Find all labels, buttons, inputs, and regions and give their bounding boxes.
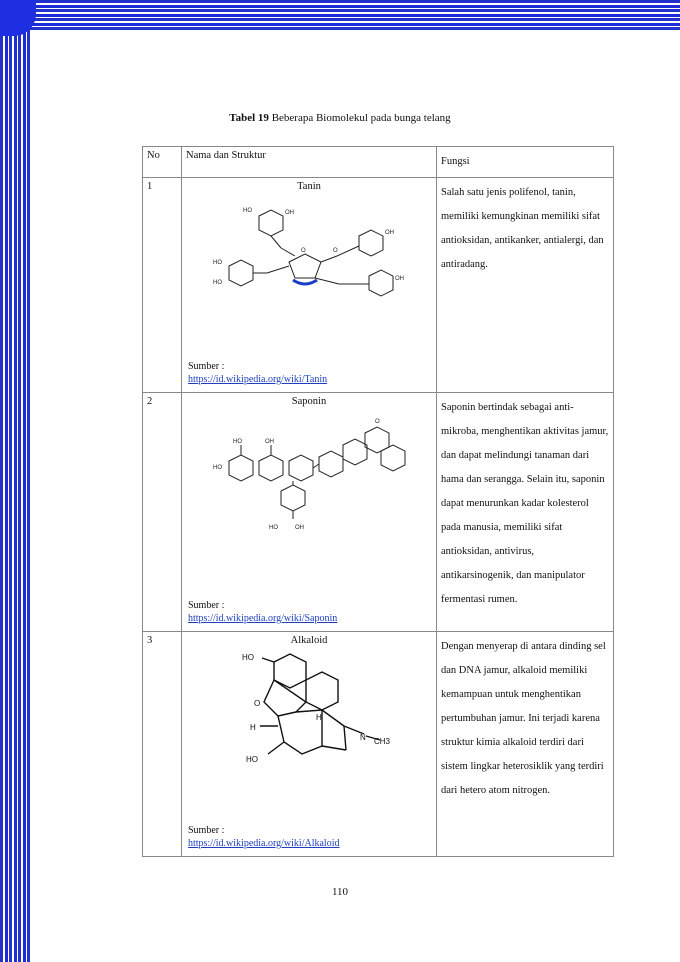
header-name: Nama dan Struktur bbox=[182, 147, 437, 178]
top-border-decoration bbox=[0, 0, 680, 30]
label-o: O bbox=[375, 419, 380, 425]
label-oh: OH bbox=[265, 439, 274, 445]
row-name-cell bbox=[182, 632, 437, 857]
label-oh: OH bbox=[295, 525, 304, 531]
label-h: H bbox=[250, 723, 256, 732]
tannin-structure-image bbox=[209, 196, 409, 306]
label-o: O bbox=[301, 248, 306, 254]
label-ho: HO bbox=[243, 208, 252, 214]
row-number: 2 bbox=[143, 393, 182, 632]
row-function: Saponin bertindak sebagai anti-mikroba, menghentikan aktivitas jamur, dan dapat melindungi tanaman dari hama dan serangga. Selain itu, saponin dapat menurunkan kadar kolesterol pada manusia, memiliki sifat antioksidan, antivirus, antikarsinogenik, dan manipulator fermentasi rumen. bbox=[437, 393, 614, 632]
source-link[interactable]: https://id.wikipedia.org/wiki/Saponin bbox=[188, 613, 338, 624]
table-row bbox=[143, 393, 614, 632]
source-label: Sumber : bbox=[188, 825, 225, 836]
label-ho: HO bbox=[246, 755, 258, 764]
label-oh: OH bbox=[385, 230, 394, 236]
label-h: H bbox=[316, 713, 322, 722]
table-row bbox=[143, 178, 614, 393]
label-o: O bbox=[333, 248, 338, 254]
source-citation bbox=[188, 599, 337, 625]
saponin-structure-image bbox=[209, 411, 409, 541]
label-ch3: CH3 bbox=[374, 737, 391, 746]
corner-decoration bbox=[0, 0, 36, 36]
compound-name: Tanin bbox=[297, 181, 321, 192]
row-function: Salah satu jenis polifenol, tanin, memiliki kemungkinan memiliki sifat antioksidan, antikanker, antialergi, dan antiradang. bbox=[437, 178, 614, 393]
row-number: 3 bbox=[143, 632, 182, 857]
page-number: 110 bbox=[331, 886, 349, 898]
table-caption bbox=[0, 112, 680, 124]
label-ho: HO bbox=[213, 280, 222, 286]
label-ho: HO bbox=[213, 260, 222, 266]
label-n: N bbox=[360, 733, 366, 742]
source-link[interactable]: https://id.wikipedia.org/wiki/Alkaloid bbox=[188, 838, 340, 849]
row-number: 1 bbox=[143, 178, 182, 393]
biomolecule-table bbox=[142, 146, 614, 857]
label-ho: HO bbox=[233, 439, 242, 445]
label-oh: OH bbox=[285, 210, 294, 216]
source-citation bbox=[188, 360, 327, 386]
compound-name: Alkaloid bbox=[290, 635, 328, 646]
header-function: Fungsi bbox=[437, 147, 614, 178]
table-header-row bbox=[143, 147, 614, 178]
header-no: No bbox=[143, 147, 182, 178]
caption-text: Beberapa Biomolekul pada bunga telang bbox=[271, 112, 451, 124]
left-border-decoration bbox=[0, 0, 30, 962]
source-citation bbox=[188, 824, 339, 850]
label-ho: HO bbox=[213, 465, 222, 471]
table-row bbox=[143, 632, 614, 857]
label-o: O bbox=[254, 699, 261, 708]
row-function: Dengan menyerap di antara dinding sel dan DNA jamur, alkaloid memiliki kemampuan untuk menghentikan pertumbuhan jamur. Ini terjadi karena struktur kimia alkaloid terdiri dari sistem lingkar heterosiklik yang terdiri dari hetero atom nitrogen. bbox=[437, 632, 614, 857]
label-ho: HO bbox=[242, 653, 254, 662]
source-label: Sumber : bbox=[188, 600, 225, 611]
row-name-cell bbox=[182, 393, 437, 632]
source-link[interactable]: https://id.wikipedia.org/wiki/Tanin bbox=[188, 374, 328, 385]
label-ho: HO bbox=[269, 525, 278, 531]
label-oh: OH bbox=[395, 276, 404, 282]
caption-label: Tabel 19 bbox=[229, 112, 269, 124]
row-name-cell bbox=[182, 178, 437, 393]
alkaloid-structure-image bbox=[224, 650, 394, 780]
source-label: Sumber : bbox=[188, 361, 225, 372]
compound-name: Saponin bbox=[291, 396, 327, 407]
